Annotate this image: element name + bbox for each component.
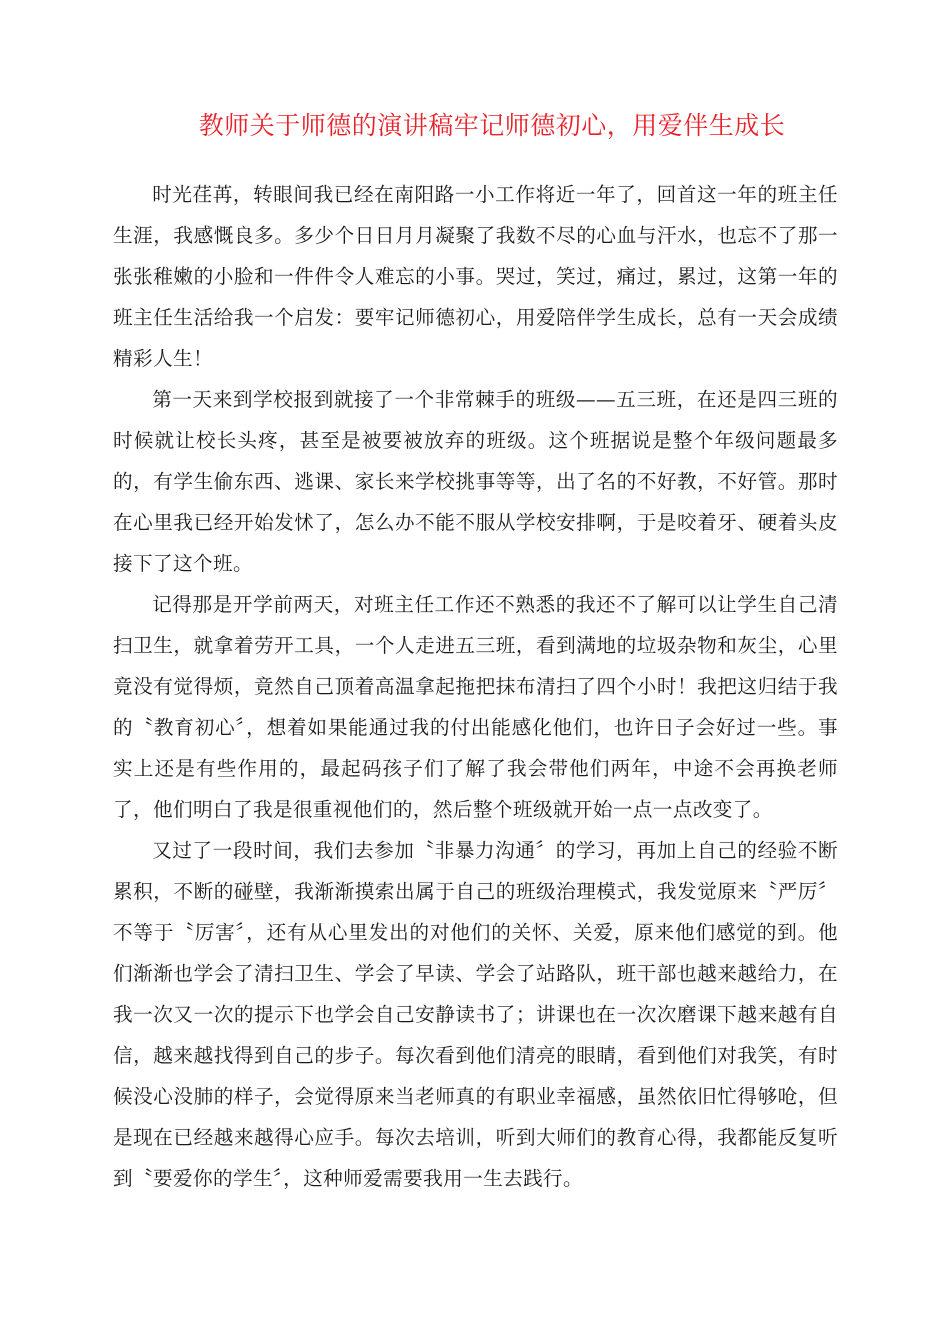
paragraph-4: 又过了一段时间，我们去参加〝非暴力沟通〞的学习，再加上自己的经验不断累积，不断的碰壁，我渐渐摸索出属于自己的班级治理模式，我发觉原来〝严厉〞不等于〝厉害〞，还有从心里发出的对他们的关怀、关爱，原来他们感觉的到。他们渐渐也学会了清扫卫生、学会了早读、学会了站路队，班干部也越来越给力，在我一次又一次的提示下也学会自己安静读书了；讲课也在一次次磨课下越来越有自信，越来越找得到自己的步子。每次看到他们清亮的眼睛，看到他们对我笑，有时候没心没肺的样子，会觉得原来当老师真的有职业幸福感，虽然依旧忙得够呛，但是现在已经越来越得心应手。每次去培训，听到大师们的教育心得，我都能反复听到〝要爱你的学生〞，这种师爱需要我用一生去践行。 — [113, 839, 838, 1190]
paragraph-3: 记得那是开学前两天，对班主任工作还不熟悉的我还不了解可以让学生自己清扫卫生，就拿着劳开工具，一个人走进五三班，看到满地的垃圾杂物和灰尘，心里竟没有觉得烦，竟然自己顶着高温拿起拖把抹布清扫了四个小时！我把这归结于我的〝教育初心〞，想着如果能通过我的付出能感化他们，也许日子会好过一些。事实上还是有些作用的，最起码孩子们了解了我会带他们两年，中途不会再换老师了，他们明白了我是很重视他们的，然后整个班级就开始一点一点改变了。 — [113, 593, 838, 821]
paragraph-1: 时光荏苒，转眼间我已经在南阳路一小工作将近一年了，回首这一年的班主任生涯，我感慨良多。多少个日日月月凝聚了我数不尽的心血与汗水，也忘不了那一张张稚嫩的小脸和一件件令人难忘的小事。哭过，笑过，痛过，累过，这第一年的班主任生活给我一个启发：要牢记师德初心，用爱陪伴学生成长，总有一天会成绩精彩人生！ — [113, 183, 838, 370]
document-title: 教师关于师德的演讲稿牢记师德初心，用爱伴生成长 — [198, 111, 786, 140]
document-body — [113, 174, 838, 1199]
paragraph-2: 第一天来到学校报到就接了一个非常棘手的班级——五三班，在还是四三班的时候就让校长头疼，甚至是被要被放弃的班级。这个班据说是整个年级问题最多的，有学生偷东西、逃课、家长来学校挑事等等，出了名的不好教，不好管。那时在心里我已经开始发怵了，怎么办不能不服从学校安排啊，于是咬着牙、硬着头皮接下了这个班。 — [113, 388, 838, 575]
